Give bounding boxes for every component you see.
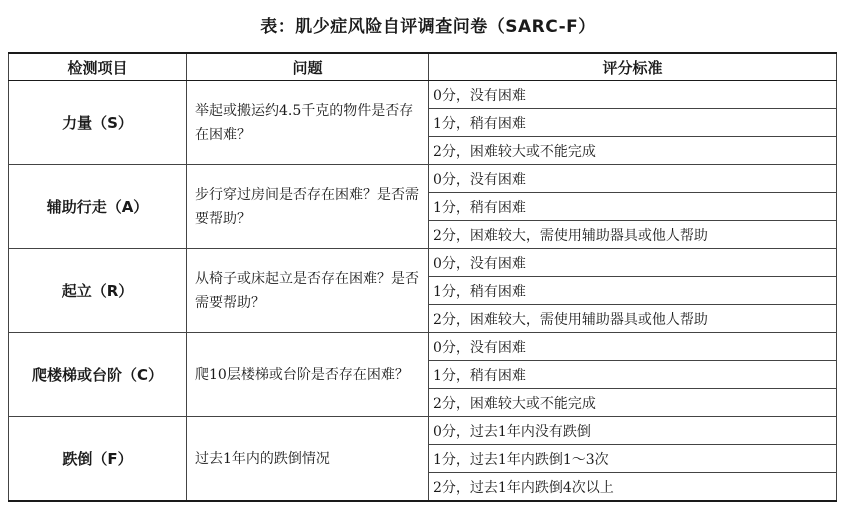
header-item: 检测项目 — [9, 53, 187, 81]
score-option: 1分，稍有困难 — [429, 193, 837, 221]
table-row — [9, 333, 837, 361]
table-row — [9, 417, 837, 445]
table-row — [9, 249, 837, 277]
item-strength: 力量（S） — [9, 81, 187, 165]
sarcf-table — [8, 52, 837, 502]
score-option: 2分，困难较大，需使用辅助器具或他人帮助 — [429, 221, 837, 249]
header-scoring: 评分标准 — [429, 53, 837, 81]
score-option: 2分，困难较大或不能完成 — [429, 137, 837, 165]
score-option: 0分，过去1年内没有跌倒 — [429, 417, 837, 445]
item-climb-stairs: 爬楼梯或台阶（C） — [9, 333, 187, 417]
score-option: 0分，没有困难 — [429, 249, 837, 277]
table-row — [9, 81, 837, 109]
score-option: 0分，没有困难 — [429, 333, 837, 361]
question-climb-stairs: 爬10层楼梯或台阶是否存在困难？ — [187, 333, 429, 417]
score-option: 1分，稍有困难 — [429, 277, 837, 305]
score-option: 2分，过去1年内跌倒4次以上 — [429, 473, 837, 502]
score-option: 0分，没有困难 — [429, 81, 837, 109]
score-option: 1分，稍有困难 — [429, 109, 837, 137]
score-option: 2分，困难较大或不能完成 — [429, 389, 837, 417]
question-assistance-walking: 步行穿过房间是否存在困难？是否需要帮助？ — [187, 165, 429, 249]
score-option: 0分，没有困难 — [429, 165, 837, 193]
question-falls: 过去1年内的跌倒情况 — [187, 417, 429, 502]
question-rise: 从椅子或床起立是否存在困难？是否需要帮助？ — [187, 249, 429, 333]
score-option: 1分，稍有困难 — [429, 361, 837, 389]
item-rise: 起立（R） — [9, 249, 187, 333]
table-title: 表：肌少症风险自评调查问卷（SARC-F） — [260, 17, 596, 37]
score-option: 1分，过去1年内跌倒1～3次 — [429, 445, 837, 473]
header-question: 问题 — [187, 53, 429, 81]
item-falls: 跌倒（F） — [9, 417, 187, 502]
score-option: 2分，困难较大，需使用辅助器具或他人帮助 — [429, 305, 837, 333]
question-strength: 举起或搬运约4.5千克的物件是否存在困难？ — [187, 81, 429, 165]
header-row — [9, 53, 837, 81]
item-assistance-walking: 辅助行走（A） — [9, 165, 187, 249]
table-row — [9, 165, 837, 193]
